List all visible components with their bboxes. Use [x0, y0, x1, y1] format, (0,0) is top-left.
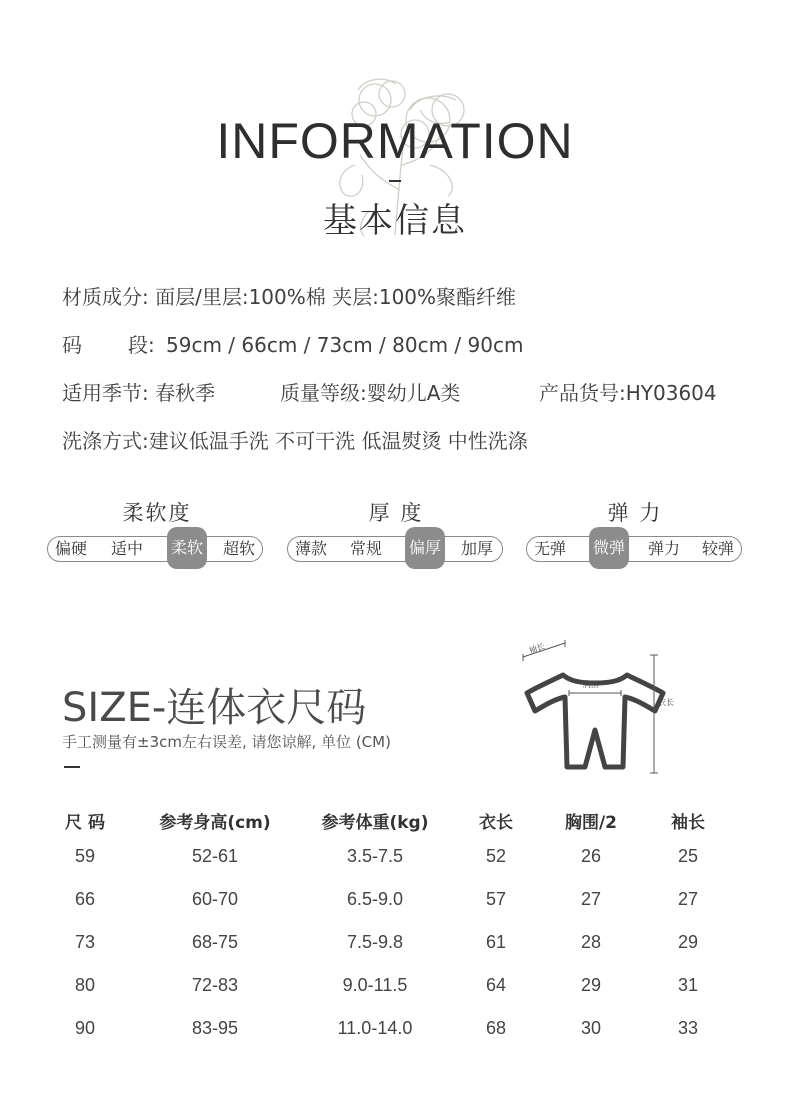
thickness-scale [287, 536, 503, 562]
table-cell: 9.0-11.5 [342, 975, 408, 995]
elasticity-scale [526, 536, 742, 562]
info-size-label: 码 [62, 333, 82, 357]
scale-option: 弹力 [647, 539, 680, 558]
table-cell: 61 [485, 932, 507, 952]
table-cell: 68 [485, 1018, 507, 1038]
diagram-label-length: 衣长 [658, 698, 674, 707]
table-cell: 60-70 [191, 889, 239, 909]
table-cell: 72-83 [191, 975, 239, 995]
table-cell: 52-61 [191, 846, 239, 866]
info-size-values: 59cm / 66cm / 73cm / 80cm / 90cm [166, 333, 524, 357]
scale-option: 较弹 [701, 539, 734, 558]
scale-option: 薄款 [294, 539, 327, 558]
info-washing: 洗涤方式:建议低温手洗 不可干洗 低温熨烫 中性洗涤 [62, 429, 528, 453]
table-cell: 31 [677, 975, 699, 995]
table-cell: 6.5-9.0 [346, 889, 404, 909]
info-material: 材质成分: 面层/里层:100%棉 夹层:100%聚酯纤维 [62, 285, 517, 309]
table-cell: 28 [580, 932, 602, 952]
table-cell: 11.0-14.0 [337, 1018, 413, 1038]
table-cell: 80 [74, 975, 96, 995]
info-grade: 质量等级:婴幼儿A类 [280, 381, 461, 405]
scale-option: 加厚 [460, 539, 493, 558]
diagram-label-sleeve: 袖长 [527, 641, 546, 656]
table-cell: 30 [580, 1018, 602, 1038]
table-header: 尺 码 [65, 813, 105, 833]
table-header: 衣长 [479, 813, 513, 833]
table-cell: 68-75 [191, 932, 239, 952]
scale-option-selected: 微弹 [589, 527, 629, 569]
size-subtitle: 手工测量有±3cm左右误差, 请您谅解, 单位 (CM) [62, 733, 391, 751]
table-cell: 52 [485, 846, 507, 866]
info-size-label2: 段: [128, 333, 155, 357]
title-divider [389, 180, 401, 182]
table-cell: 73 [74, 932, 96, 952]
scale-title-softness: 柔软度 [122, 501, 192, 525]
scale-option-selected: 柔软 [167, 527, 207, 569]
table-cell: 66 [74, 889, 96, 909]
scale-option: 常规 [349, 539, 382, 558]
scale-option: 适中 [110, 539, 143, 558]
table-header: 胸围/2 [564, 813, 618, 833]
table-cell: 83-95 [191, 1018, 239, 1038]
table-cell: 7.5-9.8 [346, 932, 404, 952]
table-cell: 57 [485, 889, 507, 909]
table-header: 袖长 [671, 813, 705, 833]
table-cell: 25 [677, 846, 699, 866]
scale-option: 无弹 [533, 539, 566, 558]
table-cell: 33 [677, 1018, 699, 1038]
table-cell: 90 [74, 1018, 96, 1038]
table-cell: 26 [580, 846, 602, 866]
scale-option-selected: 偏厚 [405, 527, 445, 569]
info-season: 适用季节: 春秋季 [62, 381, 216, 405]
scale-option: 超软 [222, 539, 255, 558]
page-title-cn: 基本信息 [323, 201, 467, 241]
diagram-label-chest: 胸围 [583, 680, 599, 689]
size-title: SIZE-连体衣尺码 [62, 685, 367, 731]
table-header: 参考体重(kg) [321, 813, 429, 833]
table-cell: 29 [677, 932, 699, 952]
table-cell: 27 [677, 889, 699, 909]
info-size-row [62, 329, 523, 358]
table-cell: 27 [580, 889, 602, 909]
scale-option: 偏硬 [54, 539, 87, 558]
scale-title-thickness: 厚 度 [368, 501, 424, 525]
size-divider [64, 766, 80, 768]
romper-diagram-icon [515, 635, 685, 780]
table-cell: 3.5-7.5 [346, 846, 404, 866]
table-header: 参考身高(cm) [159, 813, 271, 833]
info-sku: 产品货号:HY03604 [539, 381, 717, 405]
scale-title-elasticity: 弹 力 [607, 501, 663, 525]
page-title-en: INFORMATION [216, 113, 574, 169]
table-cell: 29 [580, 975, 602, 995]
table-cell: 64 [485, 975, 507, 995]
softness-scale [47, 536, 263, 562]
table-cell: 59 [74, 846, 96, 866]
